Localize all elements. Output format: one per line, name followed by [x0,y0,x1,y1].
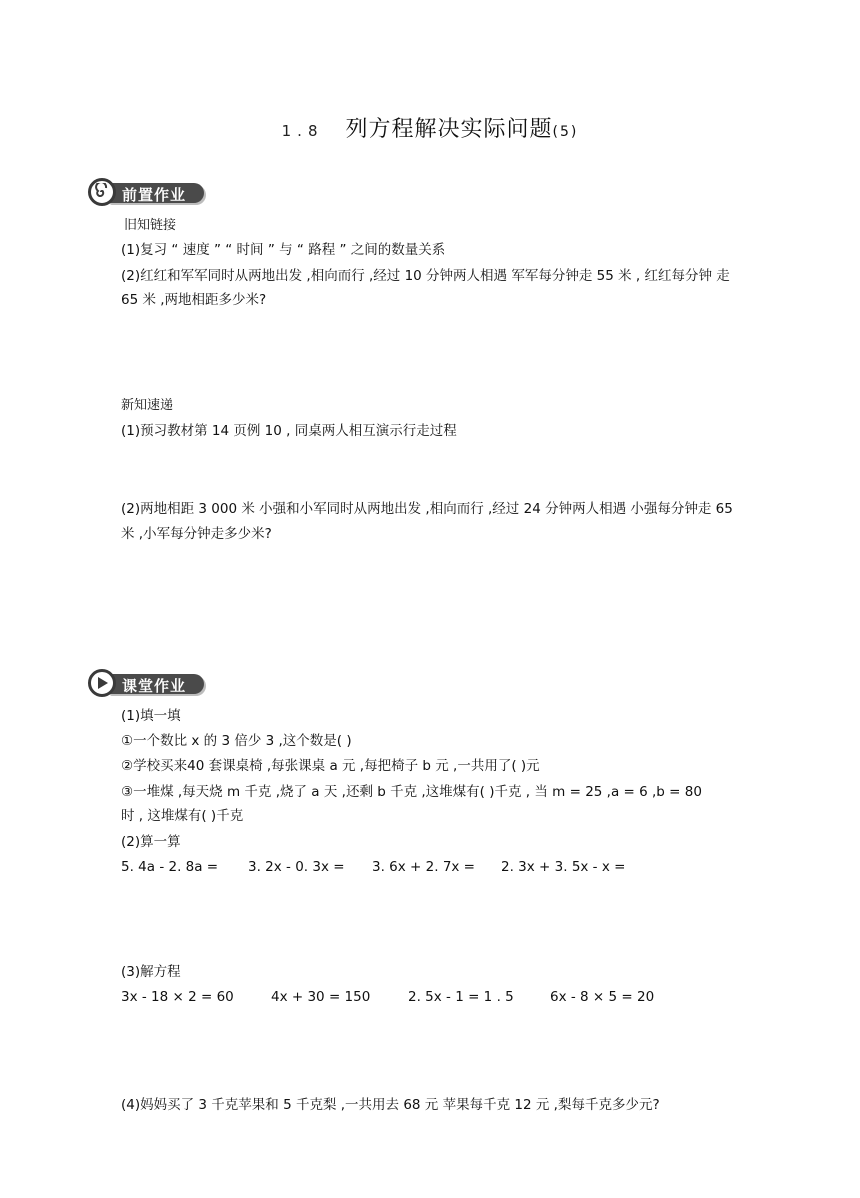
pre-q1: (1)复习 “ 速度 ” “ 时间 ” 与 “ 路程 ” 之间的数量关系 [121,242,446,258]
new-q1: (1)预习教材第 14 页例 10 , 同桌两人相互演示行走过程 [121,423,457,439]
new-q2-line2: 米 ,小军每分钟走多少米? [121,526,272,542]
spiral-icon [88,178,116,206]
lesson-number: 1.8 [281,122,324,140]
calc-item: 3. 2x - 0. 3x = [248,859,345,875]
section-badge-pre [88,178,208,208]
play-icon [88,669,116,697]
equation-item: 2. 5x - 1 = 1 . 5 [408,989,514,1005]
equation-title: (3)解方程 [121,964,181,980]
calc-row [121,859,721,879]
section-label-pre: 前置作业 [122,186,187,204]
fill-q1: ①一个数比 x 的 3 倍少 3 ,这个数是( ) [121,733,352,749]
new-q2-line1: (2)两地相距 3 000 米 小强和小军同时从两地出发 ,相向而行 ,经过 24 分钟两人相遇 小强每分钟走 65 [121,501,733,517]
calc-title: (2)算一算 [121,834,181,850]
fill-q3-line1: ③一堆煤 ,每天烧 m 千克 ,烧了 a 天 ,还剩 b 千克 ,这堆煤有( )千克 , 当 m = 25 ,a = 6 ,b = 80 [121,784,702,800]
calc-item: 5. 4a - 2. 8a = [121,859,219,875]
equation-item: 6x - 8 × 5 = 20 [550,989,655,1005]
equation-row [121,989,721,1009]
fill-q2: ②学校买来40 套课桌椅 ,每张课桌 a 元 ,每把椅子 b 元 ,一共用了( )元 [121,758,540,774]
lesson-title: 列方程解决实际问题 [345,117,553,142]
calc-item: 2. 3x + 3. 5x - x = [501,859,626,875]
page-title [0,112,860,143]
fill-title: (1)填一填 [121,708,181,724]
pre-q2-line1: (2)红红和军军同时从两地出发 ,相向而行 ,经过 10 分钟两人相遇 军军每分钟走 55 米 , 红红每分钟 走 [121,268,730,284]
fill-q3-line2: 时 , 这堆煤有( )千克 [121,808,244,824]
equation-item: 3x - 18 × 2 = 60 [121,989,234,1005]
lesson-part: (5) [552,124,579,140]
calc-item: 3. 6x + 2. 7x = [372,859,475,875]
word-problem-q4: (4)妈妈买了 3 千克苹果和 5 千克梨 ,一共用去 68 元 苹果每千克 12 元 ,梨每千克多少元? [121,1097,660,1113]
pre-q2-line2: 65 米 ,两地相距多少米? [121,292,267,308]
new-knowledge-heading: 新知速递 [121,398,174,413]
old-knowledge-heading: 旧知链接 [124,218,177,233]
section-label-class: 课堂作业 [122,677,187,695]
equation-item: 4x + 30 = 150 [271,989,371,1005]
section-badge-class [88,669,208,699]
